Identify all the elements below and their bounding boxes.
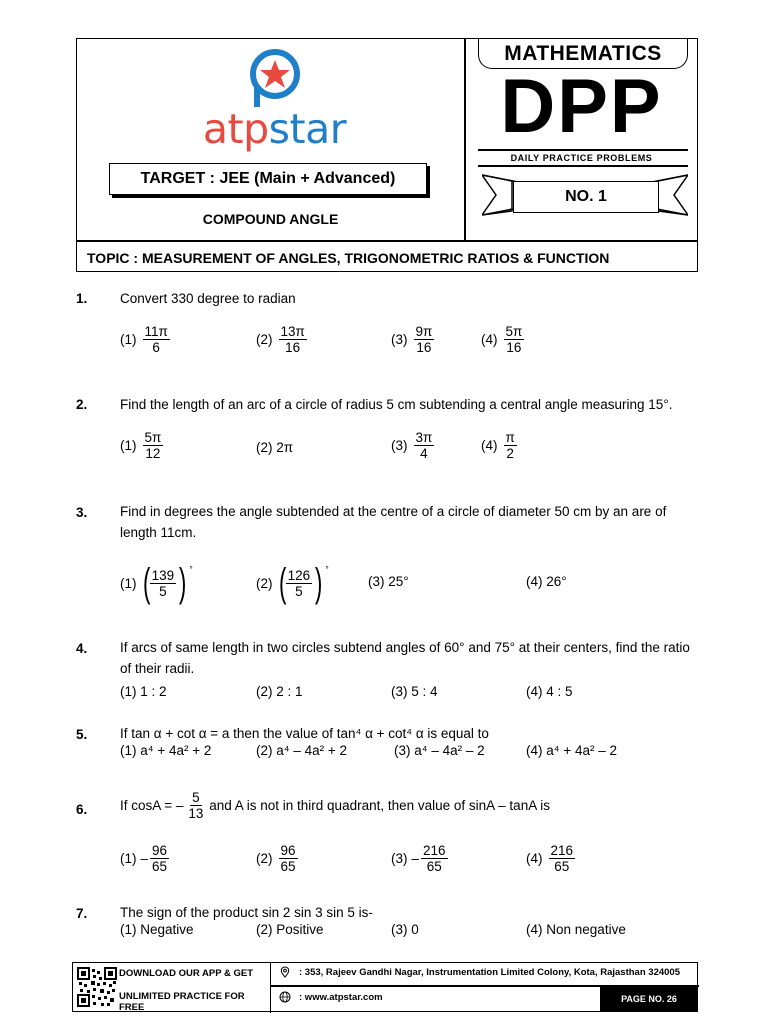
option: (1) Negative	[120, 922, 194, 937]
option: (3) – $\frac{216}{65}$	[391, 843, 446, 874]
subject-title: COMPOUND ANGLE	[202, 211, 339, 227]
option: (1) 1 : 2	[120, 684, 167, 699]
option: (1) $\frac{5\pi}{12}$	[120, 430, 162, 461]
dpp-number: NO. 1	[513, 181, 659, 213]
option: (4) 4 : 5	[526, 684, 573, 699]
dpp-rule-top	[478, 149, 688, 151]
option: (1) a⁴ + 4a² + 2	[120, 743, 212, 758]
option: (2) ( $\frac{126}{5}$ ) °	[256, 561, 329, 605]
question-text: Convert 330 degree to radian	[120, 291, 296, 306]
question-number: 6.	[76, 802, 88, 817]
option: (2) 2 : 1	[256, 684, 303, 699]
option: (4) a⁴ + 4a² – 2	[526, 743, 617, 758]
app-download-promo[interactable]	[119, 963, 271, 1013]
option: (4) $\frac{\pi}{2}$	[481, 430, 515, 461]
question-number: 2.	[76, 397, 88, 412]
option: (2) 2π	[256, 440, 294, 455]
question-number: 3.	[76, 505, 88, 520]
option: (2) a⁴ – 4a² + 2	[256, 743, 347, 758]
logo-pin-star-icon	[177, 47, 372, 107]
footer-website[interactable]: : www.atpstar.com	[279, 991, 383, 1003]
question-text-line-1: Find in degrees the angle subtended at the centre of a circle of diameter 50 cm by an are of	[120, 504, 667, 519]
question-number: 5.	[76, 727, 88, 742]
atpstar-logo	[177, 47, 372, 159]
option: (3) a⁴ – 4a² – 2	[394, 743, 485, 758]
target-box: TARGET : JEE (Main + Advanced)	[109, 163, 427, 195]
globe-icon	[279, 991, 291, 1003]
option: (1) ( $\frac{139}{5}$ ) °	[120, 561, 193, 605]
option: (4) Non negative	[526, 922, 626, 937]
logo-text: atpstar	[202, 105, 347, 153]
question-text-line-2: length 11cm.	[120, 525, 197, 540]
option: (3) $\frac{9\pi}{16}$	[391, 324, 433, 355]
question-number: 1.	[76, 291, 88, 306]
dpp-subtitle: DAILY PRACTICE PROBLEMS	[510, 153, 653, 163]
footer-address: : 353, Rajeev Gandhi Nagar, Instrumentation Limited Colony, Kota, Rajasthan 324005	[279, 966, 680, 978]
option: (3) $\frac{3\pi}{4}$	[391, 430, 433, 461]
question-text: If cosA = – $\frac{5}{13}$ and A is not in third quadrant, then value of sinA – tanA is	[120, 790, 550, 821]
header-box	[76, 38, 698, 272]
footer	[72, 962, 698, 1012]
subject-banner: MATHEMATICS	[478, 39, 688, 69]
option: (4) 26°	[526, 574, 567, 589]
option: (3) 25°	[368, 574, 409, 589]
question-text: If tan α + cot α = a then the value of tan⁴ α + cot⁴ α is equal to	[120, 726, 489, 741]
page-number: PAGE NO. 26	[600, 985, 698, 1012]
option: (2) $\frac{13\pi}{16}$	[256, 324, 305, 355]
dpp-rule-bottom	[478, 165, 688, 167]
topic-line: TOPIC : MEASUREMENT OF ANGLES, TRIGONOMETRIC RATIOS & FUNCTION	[87, 250, 610, 266]
question-text-line-2: of their radii.	[120, 661, 195, 676]
question-text: Find the length of an arc of a circle of radius 5 cm subtending a central angle measuring 15°.	[120, 397, 673, 412]
option: (3) 5 : 4	[391, 684, 438, 699]
download-line-1: DOWNLOAD OUR APP & GET	[119, 968, 254, 979]
option: (1) $\frac{11\pi}{6}$	[120, 324, 168, 355]
option: (3) 0	[391, 922, 419, 937]
option: (4) $\frac{216}{65}$	[526, 843, 574, 874]
option: (2) $\frac{96}{65}$	[256, 843, 296, 874]
header-horizontal-divider	[77, 240, 697, 242]
download-line-2: UNLIMITED PRACTICE FOR FREE	[119, 991, 245, 1013]
question-number: 4.	[76, 641, 88, 656]
location-icon	[279, 966, 291, 978]
dpp-heading: DPP	[500, 64, 663, 149]
question-text-line-1: If arcs of same length in two circles subtend angles of 60° and 75° at their centers, find the ratio	[120, 640, 690, 655]
option: (1) – $\frac{96}{65}$	[120, 843, 168, 874]
question-text: The sign of the product sin 2 sin 3 sin 5 is-	[120, 905, 373, 920]
option: (2) Positive	[256, 922, 324, 937]
option: (4) $\frac{5\pi}{16}$	[481, 324, 523, 355]
qr-code-icon[interactable]	[77, 967, 117, 1007]
question-number: 7.	[76, 906, 88, 921]
